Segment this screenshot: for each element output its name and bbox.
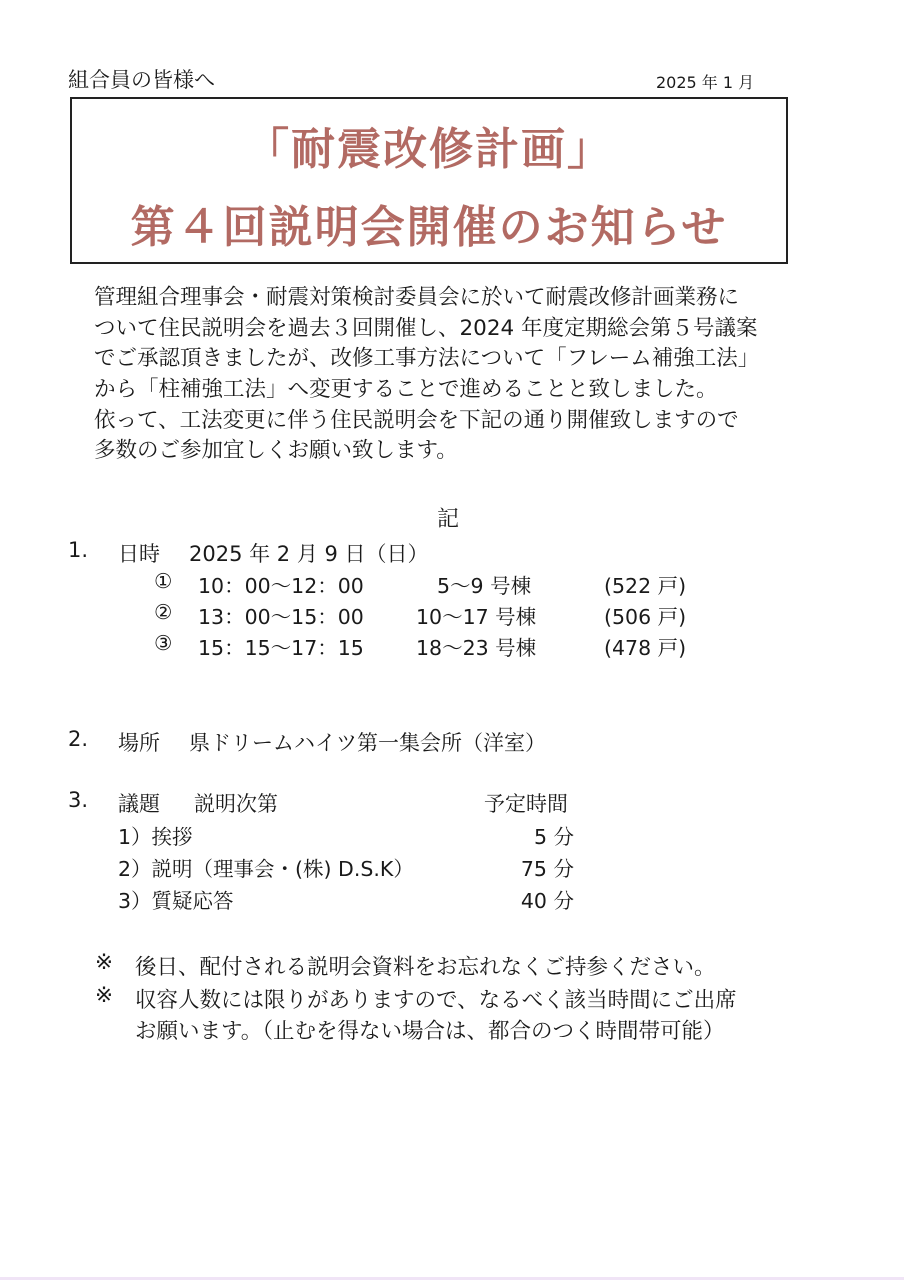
intro-line: から「柱補強工法」へ変更することで進めることと致しました。 — [94, 377, 718, 403]
addressee: 組合員の皆様へ — [68, 68, 215, 92]
intro-line: 依って、工法変更に伴う住民説明会を下記の通り開催致しますので — [94, 407, 739, 433]
note-text: 収容人数には限りがありますので、なるべく該当時間にご出席 — [135, 988, 737, 1013]
session-units: (478 戸) — [604, 636, 687, 660]
time-header: 予定時間 — [484, 792, 568, 816]
session-buildings: 18～23 号棟 — [416, 636, 537, 660]
venue: 県ドリームハイツ第一集会所（洋室） — [189, 731, 546, 755]
intro-line: でご承認頂きましたが、改修工事方法について「フレーム補強工法」 — [94, 346, 760, 372]
intro-paragraph — [94, 283, 854, 467]
note-text: お願います。（止むを得ない場合は、都合のつく時間帯可能） — [135, 1019, 725, 1044]
session-units: (522 戸) — [604, 574, 687, 598]
section-1-label: 日時 — [118, 542, 160, 566]
session-marker: ② — [154, 600, 173, 624]
session-units: (506 戸) — [604, 605, 687, 629]
note-text: 後日、配付される説明会資料をお忘れなくご持参ください。 — [135, 955, 716, 980]
session-time: 10：00～12：00 — [198, 574, 364, 598]
issue-date: 2025 年 1 月 — [656, 73, 755, 92]
session-buildings: 5～9 号棟 — [437, 574, 532, 598]
event-date: 2025 年 2 月 9 日（日） — [189, 542, 429, 566]
note-marker: ※ — [95, 983, 114, 1008]
agenda-item: 3）質疑応答 — [118, 889, 234, 913]
intro-line: 管理組合理事会・耐震対策検討委員会に於いて耐震改修計画業務に — [94, 285, 740, 310]
section-3-label: 議題 — [118, 792, 160, 816]
section-2-label: 場所 — [118, 731, 160, 755]
agenda-header: 説明次第 — [194, 792, 278, 816]
section-3-number: 3. — [68, 788, 89, 812]
title-line-1: 「耐震改修計画」 — [245, 124, 613, 175]
agenda-duration: 40 分 — [520, 889, 574, 913]
title-box — [70, 97, 788, 264]
session-time: 15：15～17：15 — [198, 636, 364, 660]
intro-line: 多数のご参加宜しくお願い致します。 — [94, 438, 458, 464]
agenda-item: 1）挨拶 — [118, 825, 193, 849]
note-marker: ※ — [95, 950, 114, 975]
section-2-number: 2. — [68, 727, 89, 751]
session-buildings: 10～17 号棟 — [416, 605, 537, 629]
session-time: 13：00～15：00 — [198, 605, 364, 629]
agenda-duration: 5 分 — [533, 825, 574, 849]
intro-line: ついて住民説明会を過去３回開催し、2024 年度定期総会第５号議案 — [94, 315, 758, 341]
ki-heading: 記 — [437, 507, 460, 532]
section-1-number: 1. — [68, 538, 89, 562]
agenda-item: 2）説明（理事会・(株) D.S.K） — [118, 857, 414, 881]
title-line-2: 第４回説明会開催のお知らせ — [130, 202, 728, 253]
agenda-duration: 75 分 — [520, 857, 574, 881]
session-marker: ③ — [154, 631, 173, 655]
session-marker: ① — [154, 569, 173, 593]
